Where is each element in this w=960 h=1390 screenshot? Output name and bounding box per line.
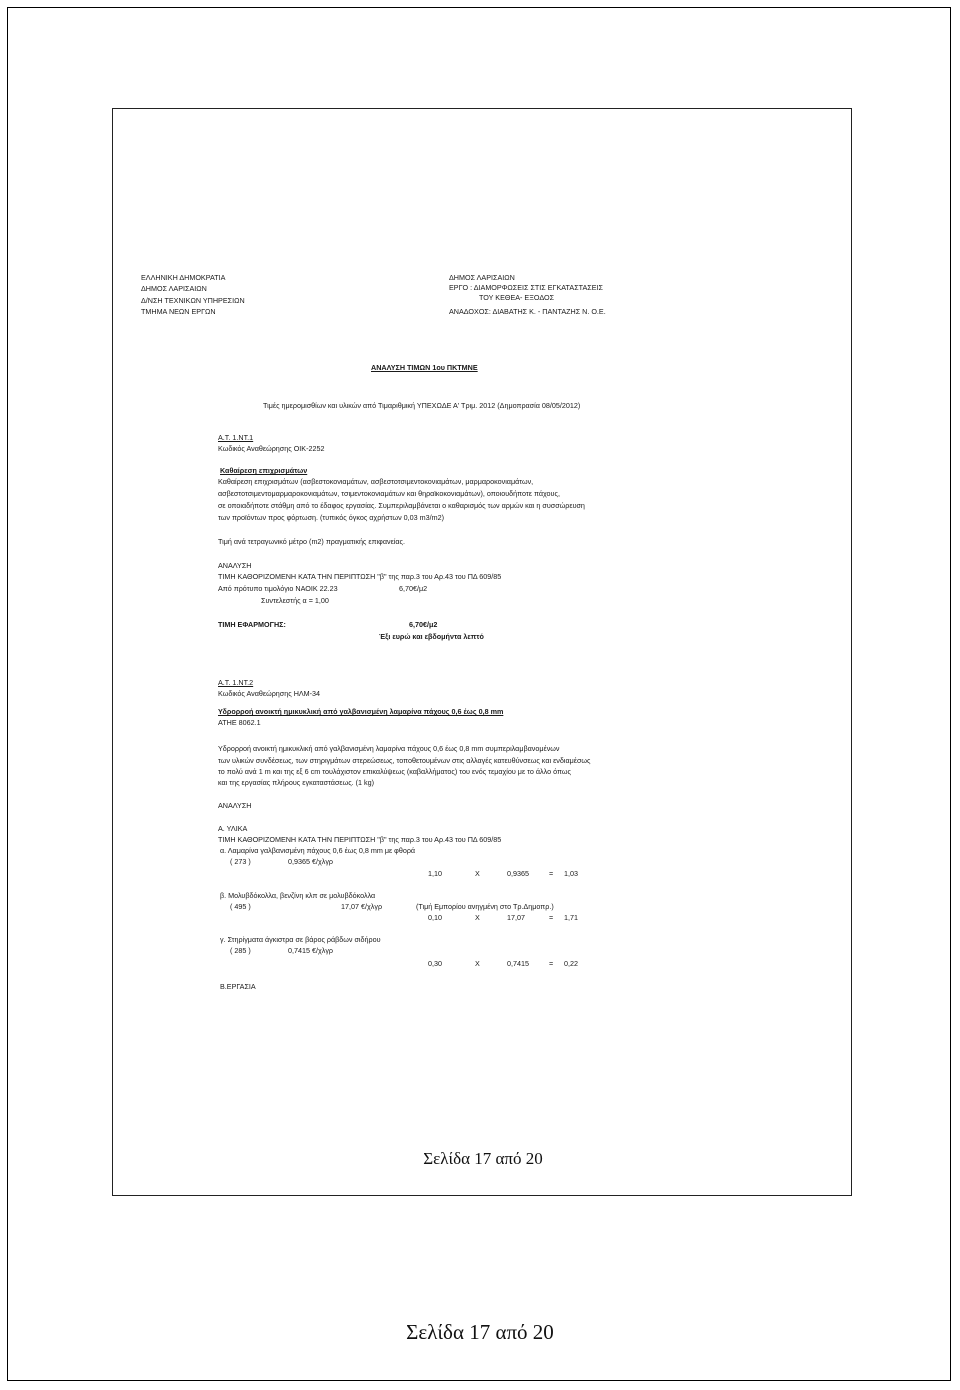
item1-code: Κωδικός Αναθεώρησης ΟΙΚ-2252 xyxy=(218,444,325,453)
material-a-unit-price: 0,9365 €/χλγρ xyxy=(288,857,334,866)
material-a-code: ( 273 ) xyxy=(230,857,251,866)
item1-desc-3: σε οποιαδήποτε στάθμη από το έδαφος εργασίας. Συμπεριλαμβάνεται ο καθαρισμός των αρμών και η συσσώρευση xyxy=(218,501,585,510)
item1-analysis: ΑΝΑΛΥΣΗ xyxy=(218,561,252,570)
item1-unit-line: Τιμή ανά τετραγωνικό μέτρο (m2) πραγματικής επιφανείας. xyxy=(218,537,405,546)
item2-athe: ΑΤΗΕ 8062.1 xyxy=(218,718,261,727)
header-right-dimos: ΔΗΜΟΣ ΛΑΡΙΣΑΙΩΝ xyxy=(449,273,515,282)
item2-heading: Υδρορροή ανοικτή ημικυκλική από γαλβανισμένη λαμαρίνα πάχους 0,6 έως 0,8 mm xyxy=(218,707,504,716)
material-b-code: ( 495 ) xyxy=(230,902,251,911)
header-right-ergo-line2: ΤΟΥ ΚΕΘΕΑ- ΕΞΟΔΟΣ xyxy=(479,293,555,302)
item1-at: Α.Τ. 1.ΝΤ.1 xyxy=(218,433,254,442)
material-a-name: α. Λαμαρίνα γαλβανισμένη πάχους 0,6 έως 0,8 mm με φθορά xyxy=(220,846,416,855)
material-a-eq: = xyxy=(549,869,554,878)
item2-desc-1: Υδρορροή ανοικτή ημικυκλική από γαλβανισμένη λαμαρίνα πάχους 0,6 έως 0,8 mm συμπεριλαμβανομένων xyxy=(218,744,560,753)
item2-analysis: ΑΝΑΛΥΣΗ xyxy=(218,801,252,810)
item2-desc-3: το πολύ ανά 1 m και της εξ 6 cm τουλάχιστον επικαλύψεως (καβαλλήματος) του ενός τεμαχίου με το άλλο όπως xyxy=(218,767,571,776)
item1-protypo-price: 6,70€/μ2 xyxy=(399,584,428,593)
header-right-anadoxos: ΑΝΑΔΟΧΟΣ: ΔΙΑΒΑΤΗΣ Κ. - ΠΑΝΤΑΖΗΣ Ν. Ο.Ε. xyxy=(449,307,606,316)
material-b-unit-price: 17,07 €/χλγρ xyxy=(341,902,383,911)
header-left-line-1: ΕΛΛΗΝΙΚΗ ΔΗΜΟΚΡΑΤΙΑ xyxy=(141,273,226,282)
item1-protypo: Από πρότυπο τιμολόγιο ΝΑΟΙΚ 22.23 xyxy=(218,584,338,593)
inner-page-footer: Σελίδα 17 από 20 xyxy=(423,1149,543,1168)
analysis-title: ΑΝΑΛΥΣΗ ΤΙΜΩΝ 1ου ΠΚΤΜΝΕ xyxy=(371,363,478,372)
item2-at: Α.Τ. 1.ΝΤ.2 xyxy=(218,678,254,687)
item1-price-words: Έξι ευρώ και εβδομήντα λεπτό xyxy=(379,632,484,641)
page-footer: Σελίδα 17 από 20 xyxy=(406,1320,554,1344)
item1-timi-line: ΤΙΜΗ ΚΑΘΟΡΙΖΟΜΕΝΗ ΚΑΤΑ ΤΗΝ ΠΕΡΙΠΤΩΣΗ "β" της παρ.3 του Αρ.43 του ΠΔ 609/85 xyxy=(218,572,502,581)
document-scan-content xyxy=(113,109,852,1196)
item2-desc-4: και της εργασίας πλήρους εγκαταστάσεως. (1 kg) xyxy=(218,778,375,787)
material-a-total: 1,03 xyxy=(564,869,578,878)
header-left-line-3: Δ/ΝΣΗ ΤΕΧΝΙΚΩΝ ΥΠΗΡΕΣΙΩΝ xyxy=(141,296,245,305)
material-c-code: ( 285 ) xyxy=(230,946,251,955)
item2-code: Κωδικός Αναθεώρησης ΗΛΜ-34 xyxy=(218,689,321,698)
material-c-unit-price: 0,7415 €/χλγρ xyxy=(288,946,334,955)
header-right-ergo: ΕΡΓΟ : ΔΙΑΜΟΡΦΩΣΕΙΣ ΣΤΙΣ ΕΓΚΑΤΑΣΤΑΣΕΙΣ xyxy=(449,283,603,292)
material-c-price: 0,7415 xyxy=(507,959,529,968)
scanned-document xyxy=(112,108,852,1196)
material-a-qty: 1,10 xyxy=(428,869,442,878)
material-b-qty: 0,10 xyxy=(428,913,442,922)
item1-coef: Συντελεστής α = 1,00 xyxy=(261,596,329,605)
item1-desc-4: των προϊόντων προς φόρτωση. (τυπικός όγκος αχρήστων 0,03 m3/m2) xyxy=(218,513,445,522)
item2-a-yliko: Α. ΥΛΙΚΑ xyxy=(218,824,248,833)
item2-timi-line: ΤΙΜΗ ΚΑΘΟΡΙΖΟΜΕΝΗ ΚΑΤΑ ΤΗΝ ΠΕΡΙΠΤΩΣΗ "β" της παρ.3 του Αρ.43 του ΠΔ 609/85 xyxy=(218,835,502,844)
material-b-x: X xyxy=(475,913,480,922)
item2-b-ergasia: Β.ΕΡΓΑΣΙΑ xyxy=(220,982,256,991)
header-left-line-4: ΤΜΗΜΑ ΝΕΩΝ ΕΡΓΩΝ xyxy=(141,307,216,316)
material-a-price: 0,9365 xyxy=(507,869,529,878)
item1-price-value: 6,70€/μ2 xyxy=(409,620,438,629)
material-a-x: X xyxy=(475,869,480,878)
material-c-eq: = xyxy=(549,959,554,968)
item1-desc-1: Καθαίρεση επιχρισμάτων (ασβεστοκονιαμάτων, ασβεστοτσιμεντοκονιαμάτων, μαρμαροκονιαμάτων, xyxy=(218,477,534,486)
item1-price-label: ΤΙΜΗ ΕΦΑΡΜΟΓΗΣ: xyxy=(218,620,286,629)
material-c-name: γ. Στηρίγματα άγκιστρα σε βάρος ράβδων σιδήρου xyxy=(220,935,381,944)
header-left-line-2: ΔΗΜΟΣ ΛΑΡΙΣΑΙΩΝ xyxy=(141,284,207,293)
material-b-name: β. Μολυβδόκολλα, βενζίνη κλπ σε μολυβδόκολλα xyxy=(220,891,376,900)
material-c-total: 0,22 xyxy=(564,959,578,968)
item1-desc-2: ασβεστοτσιμεντομαρμαροκονιαμάτων, τσιμεντοκονιαμάτων και θηραϊκοκονιαμάτων), οποιουδήποτε πάχους, xyxy=(218,489,560,498)
item1-heading: Καθαίρεση επιχρισμάτων xyxy=(220,466,308,475)
material-b-note: (Τιμή Εμπορίου ανηγμένη στο Τρ.Δημοπρ.) xyxy=(416,902,554,911)
material-b-eq: = xyxy=(549,913,554,922)
material-c-qty: 0,30 xyxy=(428,959,442,968)
item2-desc-2: των υλικών συνδέσεως, των στηριγμάτων στερεώσεως, τοποθετουμένων στις αλλαγές κατευθύνσεως και ενδιαμέσως xyxy=(218,756,591,765)
analysis-subtitle: Τιμές ημερομισθίων και υλικών από Τιμαριθμική ΥΠΕΧΩΔΕ Α' Τριμ. 2012 (Δημοπρασία 08/05/2012) xyxy=(263,401,581,410)
material-b-total: 1,71 xyxy=(564,913,578,922)
material-c-x: X xyxy=(475,959,480,968)
material-b-price: 17,07 xyxy=(507,913,525,922)
